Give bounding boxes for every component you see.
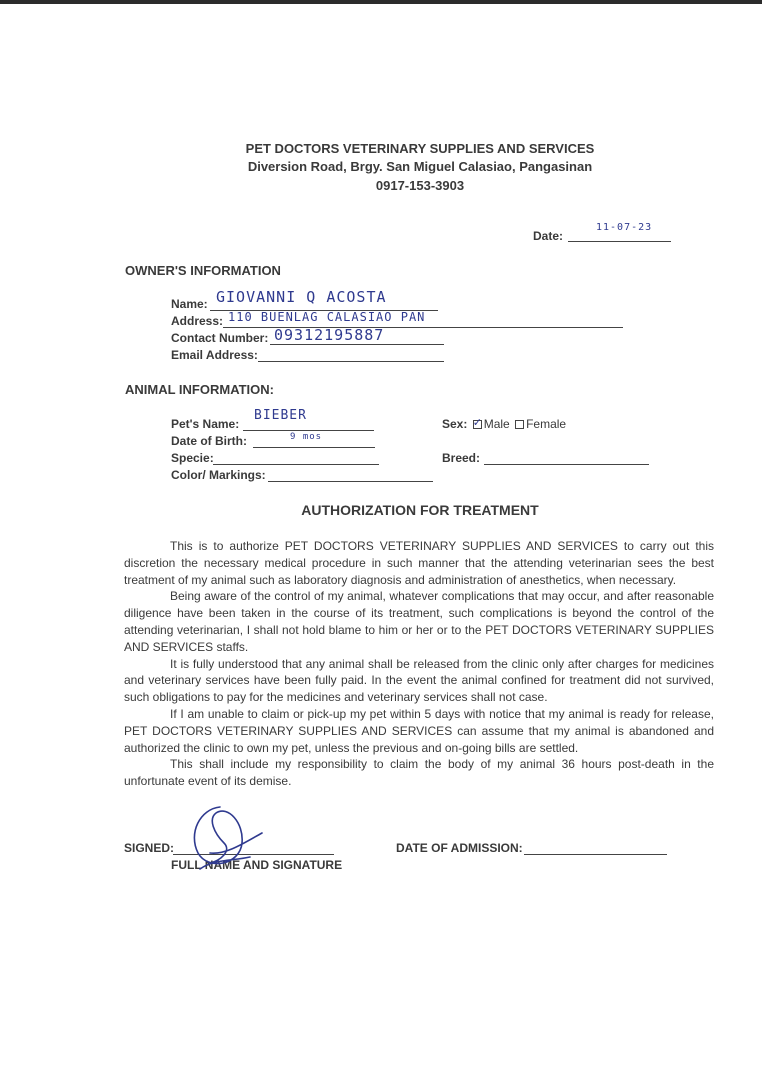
sex-male-checkbox[interactable]: ✓ — [472, 417, 482, 430]
signature-scribble — [180, 803, 272, 875]
pet-name-label: Pet's Name: — [171, 417, 240, 431]
sex-label-text: Sex: — [442, 417, 468, 431]
specie-line[interactable] — [213, 464, 379, 465]
admission-line[interactable] — [524, 854, 667, 855]
authorization-paragraph-4: If I am unable to claim or pick-up my pet within 5 days with notice that my animal is ready for release, PET DOCTORS VETERINARY SUPPLIES AND SERVICES can assume that my animal is abandoned and authorized the clinic to own my pet, unless the previous and on-going bills are settled. — [124, 706, 714, 755]
date-value[interactable]: 11-07-23 — [596, 222, 653, 233]
owner-name-label: Name: — [171, 297, 208, 311]
pet-name-line — [243, 430, 374, 431]
animal-heading: ANIMAL INFORMATION: — [125, 382, 274, 397]
specie-label: Specie: — [171, 451, 214, 465]
date-label: Date: — [533, 229, 564, 243]
authorization-title: AUTHORIZATION FOR TREATMENT — [301, 502, 539, 518]
dob-value[interactable]: 9 mos — [290, 432, 323, 442]
owner-address-value[interactable]: 110 BUENLAG CALASIAO PAN — [228, 310, 426, 324]
owner-email-line[interactable] — [258, 361, 444, 362]
sex-female-checkbox[interactable] — [515, 420, 524, 429]
owner-heading: OWNER'S INFORMATION — [125, 263, 281, 278]
sex-male-label: Male — [483, 417, 510, 431]
admission-label: DATE OF ADMISSION: — [396, 841, 523, 855]
breed-line[interactable] — [484, 464, 649, 465]
signed-label: SIGNED: — [124, 841, 175, 855]
owner-contact-value[interactable]: 09312195887 — [274, 326, 385, 344]
dob-line — [253, 447, 375, 448]
sex-label — [442, 417, 566, 431]
company-name: PET DOCTORS VETERINARY SUPPLIES AND SERVICES — [245, 141, 595, 156]
owner-contact-label: Contact Number: — [171, 331, 269, 345]
pet-name-value[interactable]: BIEBER — [254, 408, 307, 423]
owner-name-value[interactable]: GIOVANNI Q ACOSTA — [216, 288, 387, 306]
dob-label: Date of Birth: — [171, 434, 247, 448]
authorization-paragraph-2: Being aware of the control of my animal, whatever complications that may occur, and after reasonable diligence have been taken in the course of its treatment, such complications is beyond the control of the attending veterinarian, I shall not hold blame to him or her or to the PET DOCTORS VETERINARY SUPPLIES AND SERVICES staffs. — [124, 589, 714, 654]
signature-caption: FULL NAME AND SIGNATURE — [171, 858, 343, 872]
company-address: Diversion Road, Brgy. San Miguel Calasiao, Pangasinan — [247, 159, 593, 174]
date-line — [568, 241, 671, 242]
authorization-paragraph-5: This shall include my responsibility to claim the body of my animal 36 hours post-death in the unfortunate event of its demise. — [124, 757, 714, 789]
company-phone: 0917-153-3903 — [375, 178, 465, 193]
authorization-paragraph-3: It is fully understood that any animal shall be released from the clinic only after charges for medicines and veterinary services have been fully paid. In the event the animal confined for treatment did not survived, such obligations to pay for the medicines and veterinary services shall not case. — [124, 656, 714, 705]
sex-female-label: Female — [526, 417, 567, 431]
scan-top-edge — [0, 0, 762, 4]
authorization-paragraph-1: This is to authorize PET DOCTORS VETERINARY SUPPLIES AND SERVICES to carry out this discretion the necessary medical procedure in such manner that the attending veterinarian sees the best treatment of my animal such as laboratory diagnosis and administration of anesthetics, when necessary. — [124, 539, 714, 587]
owner-address-label: Address: — [171, 314, 224, 328]
authorization-body — [124, 538, 714, 790]
breed-label: Breed: — [442, 451, 481, 465]
color-markings-line[interactable] — [268, 481, 433, 482]
owner-email-label: Email Address: — [171, 348, 258, 362]
owner-contact-line — [270, 344, 444, 345]
color-markings-label: Color/ Markings: — [171, 468, 266, 482]
